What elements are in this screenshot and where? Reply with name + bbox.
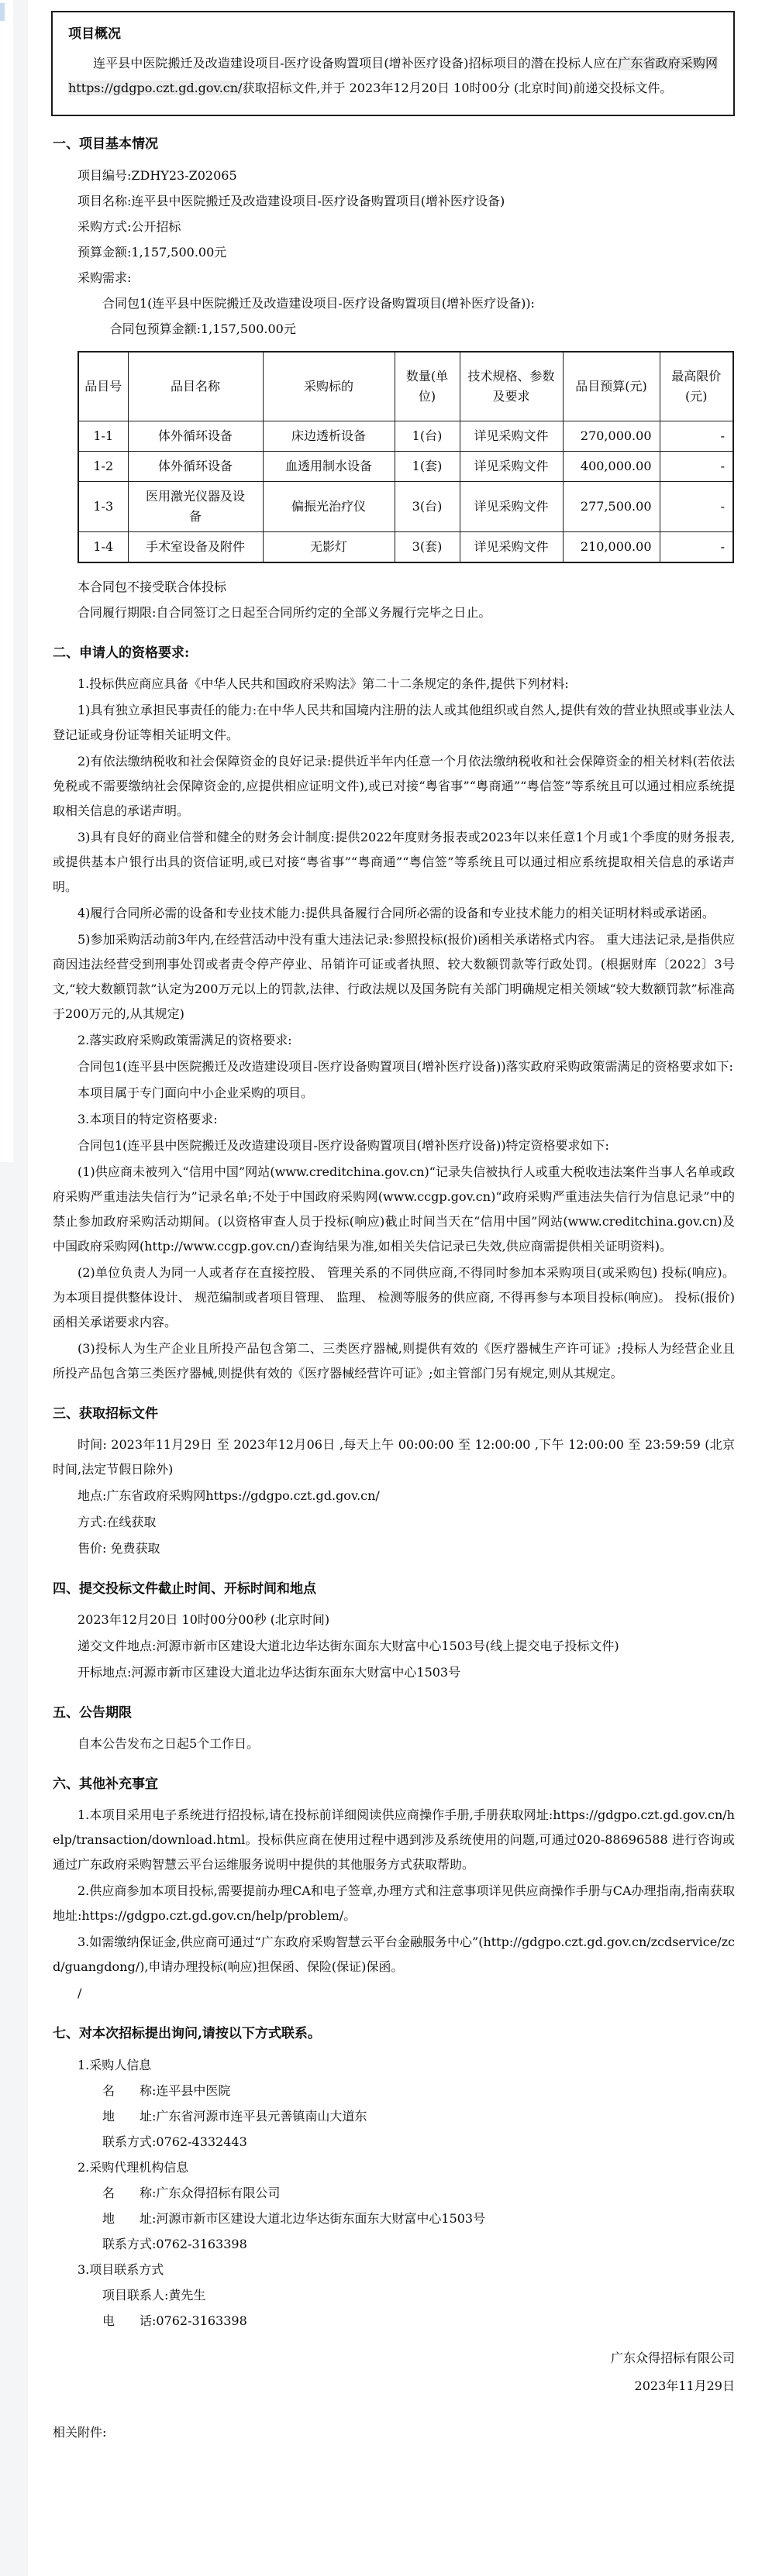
bid-opening-place: 开标地点:河源市新市区建设大道北边华达街东面东大财富中心1503号 (78, 1665, 461, 1680)
section-heading: 五、公告期限 (53, 1705, 132, 1721)
section-heading: 四、提交投标文件截止时间、开标时间和地点 (53, 1581, 316, 1597)
scrollbar-thumb[interactable] (0, 3, 5, 21)
item-spec-cell: 详见采购文件 (460, 482, 563, 532)
procurement-method: 采购方式:公开招标 (78, 219, 181, 234)
overview-intro-paragraph (68, 51, 718, 101)
supplement-paragraph: 2.供应商参加本项目投标,需要提前办理CA和电子签章,办理方式和注意事项详见供应商操作手册与CA办理指南,指南获取地址:https://gdgpo.czt.gd.gov.cn/help/problem/。 (53, 1883, 735, 1923)
table-row (78, 532, 733, 563)
submission-place: 递交文件地点:河源市新市区建设大道北边华达街东面东大财富中心1503号(线上提交电子投标文件) (78, 1639, 619, 1653)
supplement-paragraph: 1.本项目采用电子系统进行招投标,请在投标前详细阅读供应商操作手册,手册获取网址:https://gdgpo.czt.gd.gov.cn/help/transaction/download.html。投标供应商在使用过程中遇到涉及系统使用的问题,可通过020-88696588 进行咨询或通过广东政府采购智慧云平台运维服务说明中提供的其他服务方式获取帮助。 (53, 1807, 735, 1872)
item-qty-cell: 1(套) (395, 452, 460, 482)
contract-term: 合同履行期限:自合同签订之日起至合同所约定的全部义务履行完毕之日止。 (78, 605, 491, 620)
agency-name: 名 称:广东众得招标有限公司 (102, 2186, 281, 2200)
item-name-cell: 体外循环设备 (128, 421, 263, 452)
item-name-cell: 手术室设备及附件 (128, 532, 263, 563)
agency-address: 地 址:河源市新市区建设大道北边华达街东面东大财富中心1503号 (102, 2211, 486, 2226)
announcement-period-body: 自本公告发布之日起5个工作日。 (78, 1736, 260, 1751)
overview-intro-prefix: 连平县中医院搬迁及改造建设项目-医疗设备购置项目(增补医疗设备)招标项目的潜在投标人应在 (93, 56, 619, 71)
agency-signature: 广东众得招标有限公司 (610, 2351, 735, 2365)
item-target-cell: 偏振光治疗仪 (263, 482, 395, 532)
header-cell: 品目号 (78, 352, 128, 421)
submission-deadline: 2023年12月20日 10时00分00秒 (北京时间) (78, 1612, 330, 1627)
item-limit-cell: - (660, 421, 733, 452)
project-contact-label: 3.项目联系方式 (78, 2262, 164, 2277)
supplement-paragraph: / (78, 1986, 82, 2000)
item-qty-cell: 1(台) (395, 421, 460, 452)
purchaser-phone: 联系方式:0762-4332443 (102, 2134, 247, 2149)
qualification-paragraph: 本项目属于专门面向中小企业采购的项目。 (78, 1085, 314, 1100)
section-heading: 七、对本次招标提出询问,请按以下方式联系。 (53, 2026, 321, 2041)
agency-info-label: 2.采购代理机构信息 (78, 2160, 189, 2175)
item-budget-cell: 210,000.00 (563, 532, 660, 563)
section-basic-info (53, 135, 735, 625)
section-heading: 三、获取招标文件 (53, 1406, 158, 1422)
table-row (78, 452, 733, 482)
header-cell: 品目名称 (128, 352, 263, 421)
signature-block (53, 2344, 735, 2400)
header-cell: 技术规格、参数及要求 (460, 352, 563, 421)
qualification-paragraph: (1)供应商未被列入“信用中国”网站(www.creditchina.gov.cn)“记录失信被执行人或重大税收违法案件当事人名单或政府采购严重违法失信行为”记录名单;不处于中国政府采购网(www.ccgp.gov.cn)“政府采购严重违法失信行为信息记录”中的禁止参加政府采购活动期间。(以资格审查人员于投标(响应)截止时间当天在“信用中国”网站(www.creditchina.gov.cn)及中国政府采购网(http://www.ccgp.gov.cn/)查询结果为准,如相关失信记录已失效,供应商需提供相关证明资料)。 (53, 1164, 735, 1254)
project-name: 项目名称:连平县中医院搬迁及改造建设项目-医疗设备购置项目(增补医疗设备) (78, 194, 505, 208)
overview-title: 项目概况 (68, 26, 121, 42)
item-limit-cell: - (660, 452, 733, 482)
qualification-paragraph: 2.落实政府采购政策需满足的资格要求: (78, 1033, 292, 1047)
left-scroll-track (0, 0, 13, 1162)
project-contact-person: 项目联系人:黄先生 (102, 2288, 206, 2303)
project-contact-phone: 电 话:0762-3163398 (102, 2313, 247, 2328)
item-qty-cell: 3(台) (395, 482, 460, 532)
section-qualifications (53, 644, 735, 1386)
item-no-cell: 1-4 (78, 532, 128, 563)
agency-phone: 联系方式:0762-3163398 (102, 2237, 247, 2251)
overview-intro-suffix: 获取招标文件,并于 2023年12月20日 10时00分 (北京时间)前递交投标文件。 (242, 81, 673, 95)
procurement-items-table (78, 351, 734, 563)
qualification-paragraph: (2)单位负责人为同一人或者存在直接控股、 管理关系的不同供应商,不得同时参加本采购项目(或采购包) 投标(响应)。 为本项目提供整体设计、 规范编制或者项目管理、 监理、 检测等服务的供应商, 不得再参与本项目投标(响应)。 投标(报价) 函相关承诺要求内容。 (53, 1265, 735, 1329)
section-contact (53, 2024, 735, 2334)
table-header-row (78, 352, 733, 421)
item-limit-cell: - (660, 482, 733, 532)
qualification-paragraph: 3)具有良好的商业信誉和健全的财务会计制度:提供2022年度财务报表或2023年以来任意1个月或1个季度的财务报表,或提供基本户银行出具的资信证明,或已对接“粤省事”“粤商通”“粤信签”等系统且可以通过相应系统提取相关信息的承诺声明。 (53, 830, 735, 894)
header-cell: 最高限价(元) (660, 352, 733, 421)
header-cell: 采购标的 (263, 352, 395, 421)
table-row (78, 421, 733, 452)
item-budget-cell: 277,500.00 (563, 482, 660, 532)
item-no-cell: 1-1 (78, 421, 128, 452)
section-heading: 六、其他补充事宜 (53, 1776, 158, 1792)
qualification-paragraph: 4)履行合同所必需的设备和专业技术能力:提供具备履行合同所必需的设备和专业技术能力的相关证明材料或承诺函。 (78, 906, 715, 920)
procurement-site-link[interactable]: 广东省政府采购网https://gdgpo.czt.gd.gov.cn/ (68, 56, 718, 95)
obtain-price: 售价: 免费获取 (78, 1541, 160, 1556)
obtain-method: 方式:在线获取 (78, 1515, 157, 1529)
section-announcement-period (53, 1704, 735, 1756)
announcement-document (53, 11, 735, 2445)
announcement-date: 2023年11月29日 (634, 2378, 735, 2393)
purchaser-name: 名 称:连平县中医院 (102, 2083, 231, 2098)
section-obtain-documents (53, 1405, 735, 1561)
item-limit-cell: - (660, 532, 733, 563)
contract-package-title: 合同包1(连平县中医院搬迁及改造建设项目-医疗设备购置项目(增补医疗设备)): (102, 296, 535, 311)
qualification-paragraph: (3)投标人为生产企业且所投产品包含第二、三类医疗器械,则提供有效的《医疗器械生产许可证》;投标人为经营企业且所投产品包含第三类医疗器械,则提供有效的《医疗器械经营许可证》;如主管部门另有规定,则从其规定。 (53, 1341, 735, 1381)
item-qty-cell: 3(套) (395, 532, 460, 563)
supplement-paragraph: 3.如需缴纳保证金,供应商可通过“广东政府采购智慧云平台金融服务中心”(http://gdgpo.czt.gd.gov.cn/zcdservice/zcd/guangdong/),申请办理投标(响应)担保函、保险(保证)保函。 (53, 1935, 735, 1974)
item-no-cell: 1-3 (78, 482, 128, 532)
qualification-paragraph: 1)具有独立承担民事责任的能力:在中华人民共和国境内注册的法人或其他组织或自然人,提供有效的营业执照或事业法人登记证或身份证等相关证明文件。 (53, 703, 735, 742)
item-budget-cell: 270,000.00 (563, 421, 660, 452)
section-heading: 一、项目基本情况 (53, 136, 158, 152)
contract-package-budget: 合同包预算金额:1,157,500.00元 (109, 322, 296, 336)
table-row (78, 482, 733, 532)
item-spec-cell: 详见采购文件 (460, 452, 563, 482)
qualification-paragraph: 3.本项目的特定资格要求: (78, 1112, 218, 1126)
attachments-label: 相关附件: (53, 2425, 107, 2440)
qualification-paragraph: 1.投标供应商应具备《中华人民共和国政府采购法》第二十二条规定的条件,提供下列材料: (78, 676, 569, 691)
item-name-cell: 医用激光仪器及设备 (128, 482, 263, 532)
budget-amount: 预算金额:1,157,500.00元 (78, 245, 227, 260)
item-target-cell: 无影灯 (263, 532, 395, 563)
item-target-cell: 血透用制水设备 (263, 452, 395, 482)
project-number: 项目编号:ZDHY23-Z02065 (78, 168, 237, 183)
obtain-place: 地点:广东省政府采购网https://gdgpo.czt.gd.gov.cn/ (78, 1488, 380, 1503)
section-heading: 二、申请人的资格要求: (53, 645, 190, 661)
item-no-cell: 1-2 (78, 452, 128, 482)
header-cell: 品目预算(元) (563, 352, 660, 421)
qualification-paragraph: 2)有依法缴纳税收和社会保障资金的良好记录:提供近半年内任意一个月依法缴纳税收和社会保障资金的相关材料(若依法免税或不需要缴纳社会保障资金的,应提供相应证明文件),或已对接“粤省事”“粤商通”“粤信签”等系统且可以通过相应系统提取相关信息的承诺声明。 (53, 754, 735, 818)
section-submission (53, 1580, 735, 1685)
item-name-cell: 体外循环设备 (128, 452, 263, 482)
qualification-paragraph: 合同包1(连平县中医院搬迁及改造建设项目-医疗设备购置项目(增补医疗设备))特定资格要求如下: (78, 1138, 609, 1153)
item-spec-cell: 详见采购文件 (460, 421, 563, 452)
qualification-paragraph: 合同包1(连平县中医院搬迁及改造建设项目-医疗设备购置项目(增补医疗设备))落实政府采购政策需满足的资格要求如下: (78, 1059, 733, 1074)
demand-label: 采购需求: (78, 270, 132, 285)
item-target-cell: 床边透析设备 (263, 421, 395, 452)
purchaser-info-label: 1.采购人信息 (78, 2058, 152, 2072)
qualification-paragraph: 5)参加采购活动前3年内,在经营活动中没有重大违法记录:参照投标(报价)函相关承诺格式内容。 重大违法记录,是指供应商因违法经营受到刑事处罚或者责令停产停业、吊销许可证或者执照、较大数额罚款等行政处罚。(根据财库〔2022〕3号文,“较大数额罚款”认定为200万元以上的罚款,法律、行政法规以及国务院有关部门明确规定相关领域“较大数额罚款”标准高于200万元的,从其规定) (53, 932, 735, 1021)
no-joint-bid-note: 本合同包不接受联合体投标 (78, 580, 227, 594)
obtain-time: 时间: 2023年11月29日 至 2023年12月06日 ,每天上午 00:00:00 至 12:00:00 ,下午 12:00:00 至 23:59:59 (北京时间,法定节假日除外) (53, 1437, 735, 1477)
section-supplements (53, 1775, 735, 2006)
item-spec-cell: 详见采购文件 (460, 532, 563, 563)
item-budget-cell: 400,000.00 (563, 452, 660, 482)
header-cell: 数量(单位) (395, 352, 460, 421)
purchaser-address: 地 址:广东省河源市连平县元善镇南山大道东 (102, 2109, 367, 2124)
project-overview-box (51, 11, 735, 116)
